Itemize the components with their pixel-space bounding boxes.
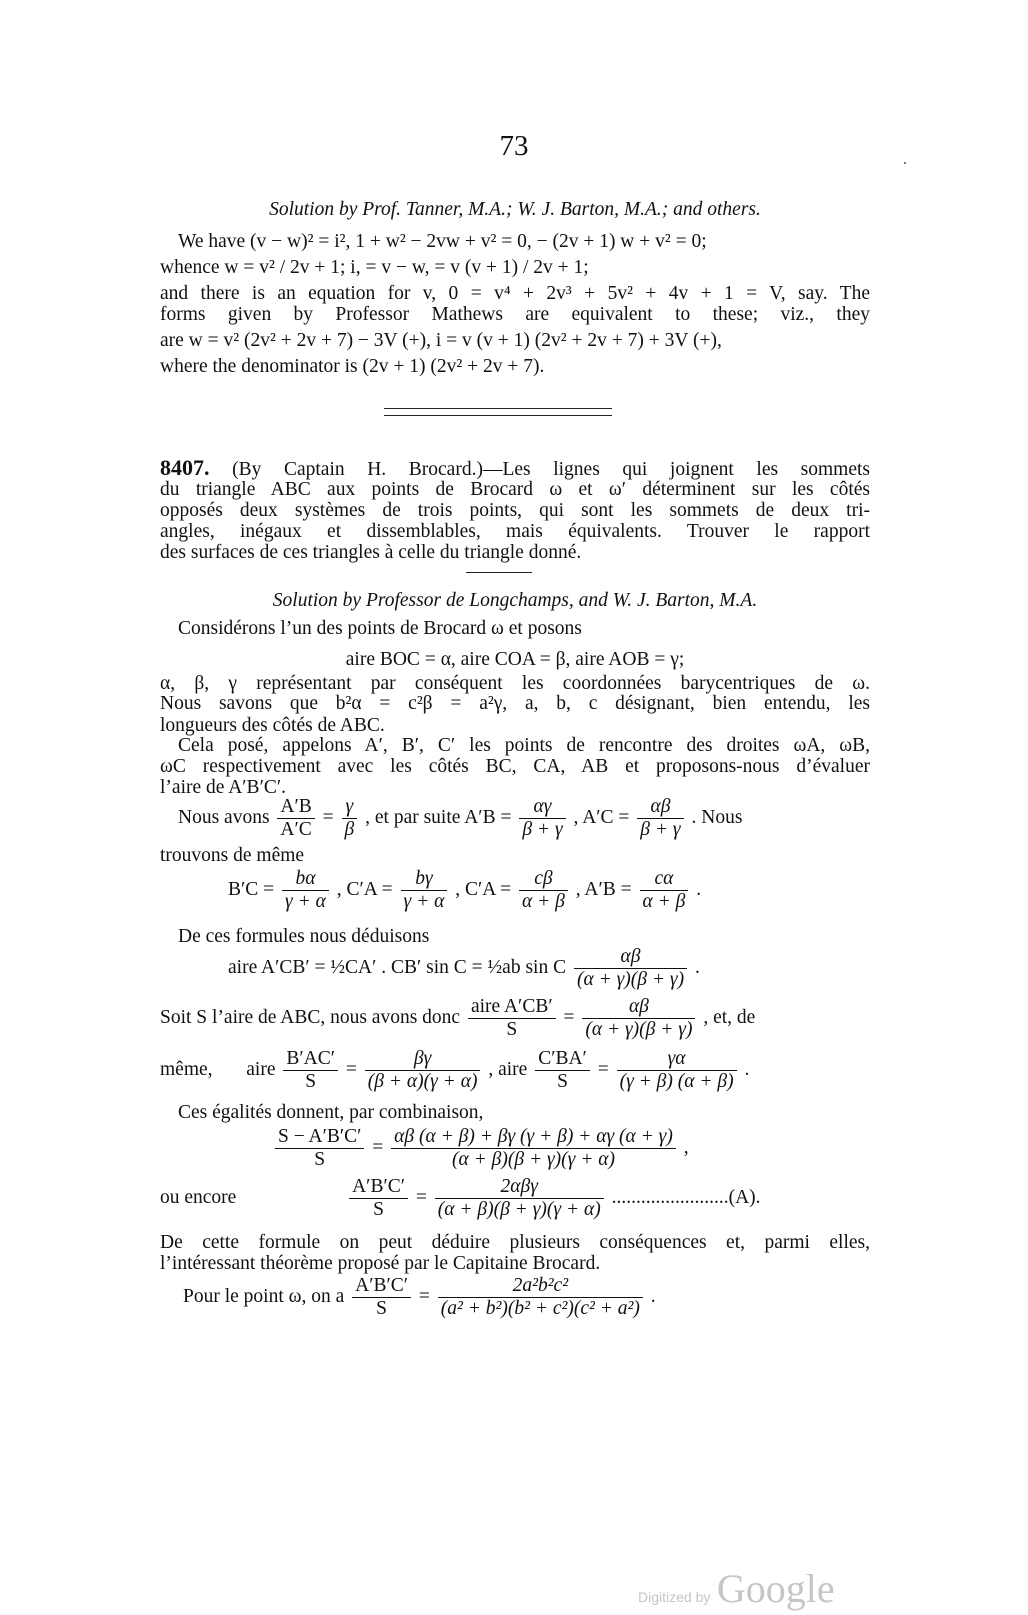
text: . bbox=[696, 878, 702, 900]
text: . bbox=[694, 956, 700, 978]
text: , et par suite A′B = bbox=[365, 806, 512, 828]
numerator: γ bbox=[342, 796, 358, 819]
text: = bbox=[418, 1285, 430, 1307]
numerator: cβ bbox=[519, 868, 568, 891]
numerator: αβ bbox=[582, 996, 695, 1019]
denominator: β + γ bbox=[522, 819, 563, 840]
fraction bbox=[352, 1275, 411, 1320]
fraction bbox=[342, 796, 358, 841]
denominator: (α + γ)(β + γ) bbox=[576, 969, 685, 990]
text: = bbox=[597, 1058, 609, 1080]
text: B′C = bbox=[228, 878, 275, 900]
denominator: S bbox=[314, 1149, 326, 1170]
numerator: γα bbox=[617, 1048, 737, 1071]
text: , aire bbox=[488, 1058, 528, 1080]
solution1-line: whence w = v² / 2v + 1; i, = v − w, = v (v + 1) / 2v + 1; bbox=[160, 257, 589, 278]
solution2-line: α, β, γ représentant par conséquent les coordonnées barycentriques de ω. bbox=[160, 673, 870, 694]
solution2-line: trouvons de même bbox=[160, 845, 305, 866]
denominator: β bbox=[344, 819, 355, 840]
denominator: S bbox=[557, 1071, 568, 1092]
text: = bbox=[563, 1006, 575, 1028]
text: Nous avons bbox=[178, 806, 270, 828]
text: ou encore bbox=[160, 1186, 237, 1208]
text: . bbox=[744, 1058, 750, 1080]
text: , A′B = bbox=[575, 878, 632, 900]
solution1-line: where the denominator is (2v + 1) (2v² + 2v + 7). bbox=[160, 356, 545, 377]
question-line: opposés deux systèmes de trois points, qui sont les sommets de deux tri- bbox=[160, 500, 870, 521]
solution2-line: ωC respectivement avec les côtés BC, CA, AB et proposons-nous d’évaluer bbox=[160, 756, 870, 777]
solution2-line: Considérons l’un des points de Brocard ω et posons bbox=[178, 618, 582, 639]
fraction bbox=[365, 1048, 481, 1093]
text: . bbox=[650, 1285, 656, 1307]
fraction bbox=[391, 1126, 676, 1171]
text: aire bbox=[246, 1058, 276, 1080]
denominator: γ + α bbox=[403, 891, 445, 912]
text: , A′C = bbox=[573, 806, 630, 828]
fraction bbox=[468, 996, 556, 1041]
equation-A bbox=[160, 1176, 870, 1221]
numerator: αβ (α + β) + βγ (γ + β) + αγ (α + γ) bbox=[391, 1126, 676, 1149]
numerator: βγ bbox=[365, 1048, 481, 1071]
equation-ratios bbox=[178, 796, 742, 841]
question-line: des surfaces de ces triangles à celle du triangle donné. bbox=[160, 542, 582, 563]
numerator: αβ bbox=[637, 796, 683, 819]
digitized-watermark bbox=[638, 1565, 835, 1612]
text: Soit S l’aire de ABC, nous avons donc bbox=[160, 1006, 461, 1028]
equation-sides bbox=[228, 868, 701, 913]
fraction bbox=[275, 1126, 364, 1171]
solution1-line: We have (v − w)² = i², 1 + w² − 2vw + v² = 0, − (2v + 1) w + v² = 0; bbox=[178, 231, 707, 252]
denominator: (β + α)(γ + α) bbox=[367, 1071, 478, 1092]
short-rule bbox=[466, 572, 532, 573]
double-rule-top bbox=[384, 408, 612, 409]
denominator: (α + γ)(β + γ) bbox=[585, 1019, 693, 1040]
fraction bbox=[349, 1176, 408, 1221]
text: , bbox=[683, 1136, 689, 1158]
equation-soit bbox=[160, 996, 755, 1041]
numerator: B′AC′ bbox=[283, 1048, 338, 1071]
numerator: bα bbox=[282, 868, 329, 891]
solution2-heading: Solution by Professor de Longchamps, and W. J. Barton, M.A. bbox=[272, 590, 758, 611]
solution2-line: Ces égalités donnent, par combinaison, bbox=[178, 1102, 484, 1123]
text: , et, de bbox=[703, 1006, 756, 1028]
solution1-line: and there is an equation for v, 0 = v⁴ + 2v³ + 5v² + 4v + 1 = V, say. The bbox=[160, 283, 870, 304]
fraction bbox=[401, 868, 448, 913]
text: , C′A = bbox=[455, 878, 512, 900]
denominator: (α + β)(β + γ)(γ + α) bbox=[452, 1149, 615, 1170]
fraction bbox=[435, 1176, 604, 1221]
text: . Nous bbox=[691, 806, 743, 828]
fraction bbox=[640, 868, 689, 913]
solution2-line: l’aire de A′B′C′. bbox=[160, 777, 286, 798]
equation-meme bbox=[160, 1048, 749, 1093]
denominator: A′C bbox=[280, 819, 312, 840]
question-line: du triangle ABC aux points de Brocard ω et ω′ déterminent sur les côtés bbox=[160, 479, 870, 500]
numerator: S − A′B′C′ bbox=[275, 1126, 364, 1149]
numerator: A′B bbox=[277, 796, 314, 819]
denominator: (γ + β) (α + β) bbox=[619, 1071, 734, 1092]
watermark-prefix: Digitized by bbox=[638, 1589, 711, 1605]
text: = bbox=[415, 1186, 427, 1208]
equation-tag: ........................(A). bbox=[611, 1186, 761, 1208]
double-rule-bottom bbox=[384, 415, 612, 416]
numerator: bγ bbox=[401, 868, 448, 891]
solution1-line: are w = v² (2v² + 2v + 7) − 3V (+), i = v (v + 1) (2v² + 2v + 7) + 3V (+), bbox=[160, 330, 722, 351]
question-text: (By Captain H. Brocard.)—Les lignes qui joignent les sommets bbox=[232, 459, 871, 480]
numerator: C′BA′ bbox=[535, 1048, 590, 1071]
solution1-line: forms given by Professor Mathews are equivalent to these; viz., they bbox=[160, 304, 870, 325]
solution2-line: aire BOC = α, aire COA = β, aire AOB = γ; bbox=[345, 649, 685, 670]
fraction bbox=[617, 1048, 737, 1093]
google-logo: Google bbox=[716, 1566, 835, 1611]
text: = bbox=[345, 1058, 357, 1080]
solution2-line: De ces formules nous déduisons bbox=[178, 926, 430, 947]
equation-area bbox=[228, 946, 700, 991]
fraction bbox=[277, 796, 314, 841]
text: , C′A = bbox=[336, 878, 393, 900]
denominator: β + γ bbox=[640, 819, 681, 840]
fraction bbox=[282, 868, 329, 913]
solution2-line: Nous savons que b²α = c²β = a²γ, a, b, c désignant, bien entendu, les bbox=[160, 693, 870, 714]
solution2-line: Cela posé, appelons A′, B′, C′ les points de rencontre des droites ωA, ωB, bbox=[178, 735, 870, 756]
fraction bbox=[519, 868, 568, 913]
fraction bbox=[535, 1048, 590, 1093]
fraction bbox=[637, 796, 683, 841]
question-number: 8407. bbox=[160, 455, 210, 480]
denominator: α + β bbox=[642, 891, 686, 912]
denominator: γ + α bbox=[285, 891, 326, 912]
numerator: αγ bbox=[519, 796, 565, 819]
numerator: 2a²b²c² bbox=[438, 1275, 643, 1298]
fraction bbox=[574, 946, 687, 991]
denominator: S bbox=[506, 1019, 518, 1040]
fraction bbox=[582, 996, 695, 1041]
equation-pour bbox=[183, 1275, 656, 1320]
numerator: cα bbox=[640, 868, 689, 891]
numerator: A′B′C′ bbox=[349, 1176, 408, 1199]
numerator: aire A′CB′ bbox=[468, 996, 556, 1019]
denominator: S bbox=[376, 1298, 387, 1319]
page-number: 73 bbox=[499, 130, 529, 162]
fraction bbox=[519, 796, 565, 841]
margin-mark bbox=[904, 162, 906, 164]
text: aire A′CB′ = ½CA′ . CB′ sin C = ½ab sin C bbox=[228, 956, 567, 978]
text: = bbox=[322, 806, 334, 828]
denominator: S bbox=[305, 1071, 317, 1092]
numerator: A′B′C′ bbox=[352, 1275, 411, 1298]
text: même, bbox=[160, 1058, 213, 1080]
fraction bbox=[283, 1048, 338, 1093]
denominator: (α + β)(β + γ)(γ + α) bbox=[437, 1199, 601, 1220]
fraction bbox=[438, 1275, 643, 1320]
denominator: α + β bbox=[522, 891, 565, 912]
text: Pour le point ω, on a bbox=[183, 1285, 345, 1307]
solution2-line: longueurs des côtés de ABC. bbox=[160, 715, 385, 736]
numerator: αβ bbox=[574, 946, 687, 969]
numerator: 2αβγ bbox=[435, 1176, 604, 1199]
question-line: angles, inégaux et dissemblables, mais équivalents. Trouver le rapport bbox=[160, 521, 870, 542]
solution2-line: l’intéressant théorème proposé par le Capitaine Brocard. bbox=[160, 1253, 601, 1274]
solution1-heading: Solution by Prof. Tanner, M.A.; W. J. Barton, M.A.; and others. bbox=[269, 199, 761, 220]
denominator: S bbox=[373, 1199, 384, 1220]
text: = bbox=[372, 1136, 384, 1158]
denominator: (a² + b²)(b² + c²)(c² + a²) bbox=[440, 1298, 640, 1319]
equation-combination bbox=[272, 1126, 689, 1171]
solution2-line: De cette formule on peut déduire plusieurs conséquences et, parmi elles, bbox=[160, 1232, 870, 1253]
